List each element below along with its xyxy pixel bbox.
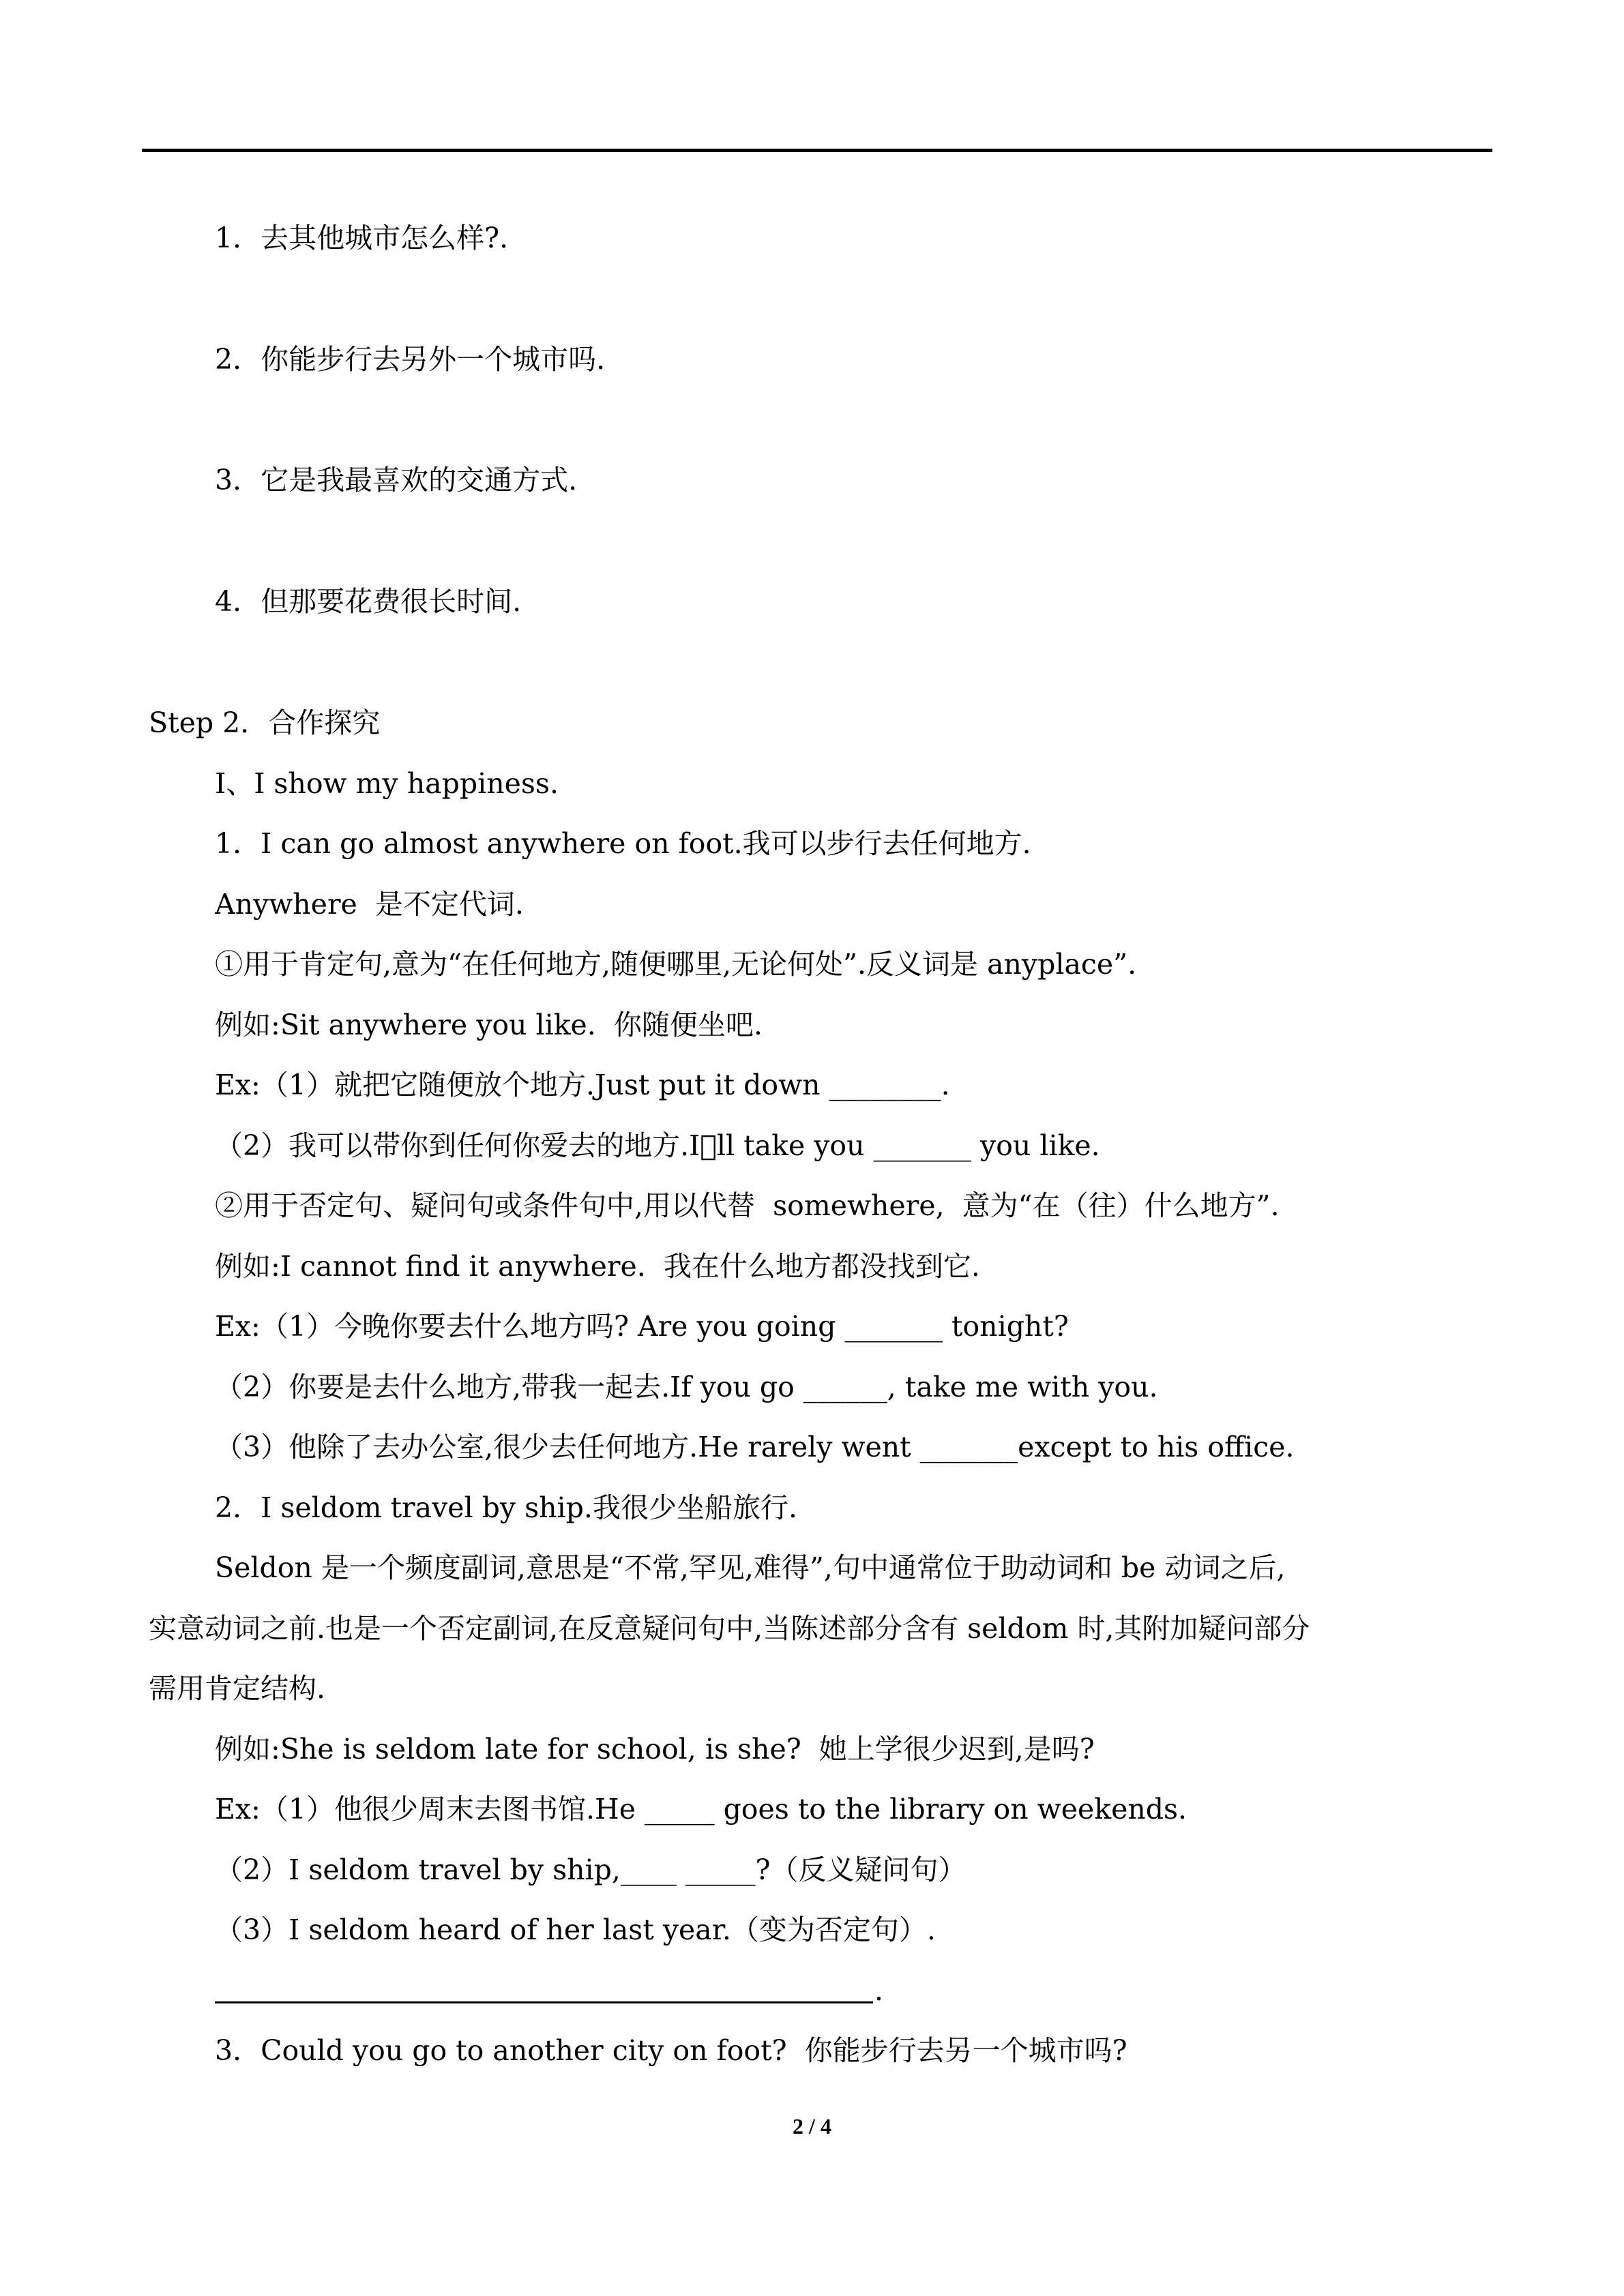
- header-rule: [142, 149, 1492, 152]
- example-line: 例如:I cannot find it anywhere. 我在什么地方都没找到它.: [215, 1250, 980, 1283]
- question-4: 4．但那要花费很长时间.: [215, 585, 522, 618]
- answer-period: .: [874, 1974, 884, 2007]
- exercise-line: （3）I seldom heard of her last year.（变为否定句）.: [215, 1913, 936, 1946]
- text-line: ②用于否定句、疑问句或条件句中,用以代替 somewhere, 意为“在（往）什么地方”.: [215, 1189, 1280, 1222]
- exercise-line: （2）我可以带你到任何你爱去的地方.I ll take you _______ you like.: [215, 1129, 1100, 1162]
- answer-blank: [215, 2001, 873, 2003]
- question-3: 3．它是我最喜欢的交通方式.: [215, 464, 578, 496]
- point-2: 2．I seldom travel by ship.我很少坐船旅行.: [215, 1491, 797, 1524]
- example-line: 例如:Sit anywhere you like. 你随便坐吧.: [215, 1009, 763, 1041]
- exercise-line: （3）他除了去办公室,很少去任何地方.He rarely went _______except to his office.: [215, 1431, 1295, 1463]
- point-3: 3．Could you go to another city on foot? 你能步行去另一个城市吗?: [215, 2034, 1127, 2067]
- text-line: 实意动词之前.也是一个否定副词,在反意疑问句中,当陈述部分含有 seldom 时,其附加疑问部分: [149, 1612, 1310, 1645]
- question-2: 2．你能步行去另外一个城市吗.: [215, 343, 606, 376]
- question-1: 1．去其他城市怎么样?.: [215, 222, 509, 254]
- exercise-line: Ex:（1）他很少周末去图书馆.He _____ goes to the library on weekends.: [215, 1793, 1187, 1825]
- exercise-line: Ex:（1）就把它随便放个地方.Just put it down ________.: [215, 1069, 950, 1101]
- text-line: ①用于肯定句,意为“在任何地方,随便哪里,无论何处”.反义词是 anyplace”.: [215, 948, 1137, 981]
- example-line: 例如:She is seldom late for school, is she? 她上学很少迟到,是吗?: [215, 1733, 1095, 1765]
- text-line: Anywhere 是不定代词.: [215, 888, 524, 921]
- text-line: 需用肯定结构.: [149, 1672, 326, 1705]
- text-line: Seldon 是一个频度副词,意思是“不常,罕见,难得”,句中通常位于助动词和 be 动词之后,: [215, 1551, 1286, 1584]
- exercise-line: （2）你要是去什么地方,带我一起去.If you go ______, take me with you.: [215, 1371, 1158, 1403]
- section-heading: Ⅰ、I show my happiness.: [215, 767, 559, 800]
- point-1: 1．I can go almost anywhere on foot.我可以步行去任何地方.: [215, 827, 1031, 860]
- page-number: 2 / 4: [793, 2114, 831, 2138]
- step-2-heading: Step 2．合作探究: [149, 706, 381, 739]
- exercise-line: Ex:（1）今晚你要去什么地方吗? Are you going _______ tonight?: [215, 1310, 1069, 1343]
- exercise-line: （2）I seldom travel by ship,____ _____?（反义疑问句）: [215, 1853, 966, 1886]
